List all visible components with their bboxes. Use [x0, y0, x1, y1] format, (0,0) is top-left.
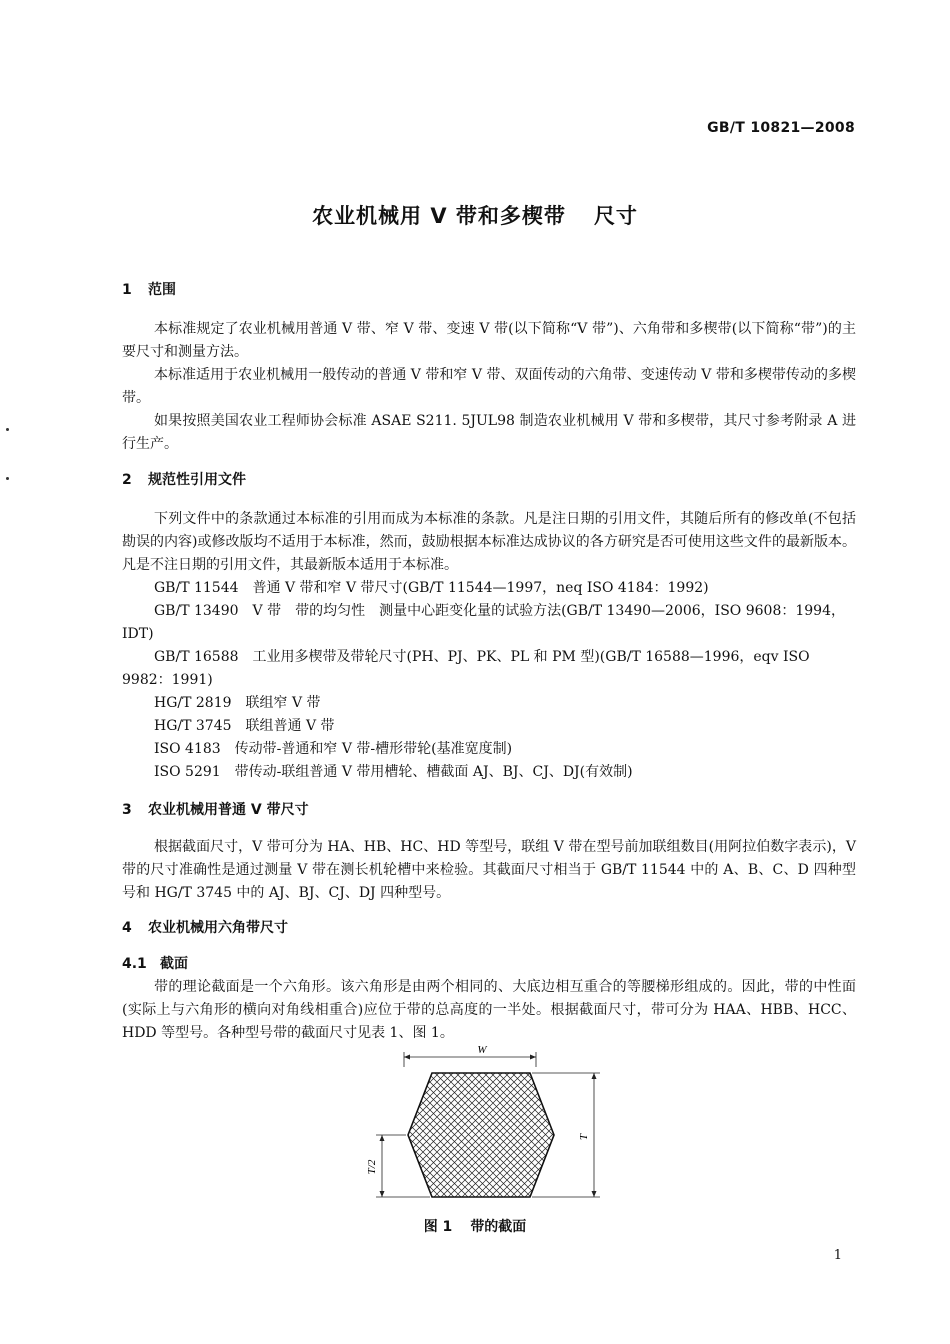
- belt-cross-section-figure: [360, 1040, 610, 1215]
- reference-item: ISO 5291 带传动-联组普通 V 带用槽轮、槽截面 AJ、BJ、CJ、DJ(有效制): [154, 764, 633, 780]
- t-label: T: [578, 1133, 590, 1141]
- scan-speck: [6, 428, 9, 431]
- section-3-paragraph-1: 根据截面尺寸，V 带可分为 HA、HB、HC、HD 等型号，联组 V 带在型号前加联组数目(用阿拉伯数字表示)，V 带的尺寸准确性是通过测量 V 带在测长机轮槽中来检验。其截面尺寸相当于 GB/T 11544 中的 A、B、C、D 四种型号和 HG/T 3745 中的 AJ、BJ、CJ、DJ 四种型号。: [122, 839, 856, 901]
- section-1-paragraph-3: 如果按照美国农业工程师协会标准 ASAE S211. 5JUL98 制造农业机械用 V 带和多楔带，其尺寸参考附录 A 进行生产。: [122, 413, 856, 452]
- figure-number: 图 1: [423, 1219, 453, 1235]
- figure-caption: [0, 1216, 950, 1236]
- title-main: 农业机械用 V 带和多楔带: [312, 204, 566, 228]
- page-number: 1: [833, 1248, 842, 1263]
- standard-code: GB/T 10821—2008: [707, 120, 855, 136]
- section-4-1-paragraph-1: 带的理论截面是一个六角形。该六角形是由两个相同的、大底边相互重合的等腰梯形组成的。因此，带的中性面(实际上与六角形的横向对角线相重合)应位于带的总高度的一半处。根据截面尺寸，带可分为 HAA、HBB、HCC、HDD 等型号。各种型号带的截面尺寸见表 1、图 1。: [122, 979, 856, 1041]
- section-2-heading: 2 规范性引用文件: [122, 472, 246, 488]
- reference-item: ISO 4183 传动带-普通和窄 V 带-槽形带轮(基准宽度制): [154, 741, 513, 757]
- section-1-paragraph-1: 本标准规定了农业机械用普通 V 带、窄 V 带、变速 V 带(以下简称“V 带”)、六角带和多楔带(以下简称“带”)的主要尺寸和测量方法。: [122, 321, 856, 360]
- reference-item: GB/T 16588 工业用多楔带及带轮尺寸(PH、PJ、PK、PL 和 PM 型)(GB/T 16588—1996，eqv ISO 9982：1991): [122, 649, 810, 688]
- reference-item: GB/T 11544 普通 V 带和窄 V 带尺寸(GB/T 11544—1997，neq ISO 4184：1992): [154, 580, 709, 596]
- scan-speck: [6, 477, 9, 480]
- section-4-1-heading: 4.1 截面: [122, 956, 188, 972]
- section-1-heading: 1 范围: [122, 282, 176, 298]
- t2-label: T/2: [366, 1159, 378, 1175]
- reference-item: GB/T 13490 V 带 带的均匀性 测量中心距变化量的试验方法(GB/T 13490—2006，ISO 9608：1994，IDT): [122, 603, 845, 642]
- hexagon-section: [408, 1073, 554, 1197]
- reference-item: HG/T 2819 联组窄 V 带: [154, 695, 321, 711]
- section-4-heading: 4 农业机械用六角带尺寸: [122, 920, 288, 936]
- section-1-paragraph-2: 本标准适用于农业机械用一般传动的普通 V 带和窄 V 带、双面传动的六角带、变速传动 V 带和多楔带传动的多楔带。: [122, 367, 856, 406]
- section-2-paragraph-1: 下列文件中的条款通过本标准的引用而成为本标准的条款。凡是注日期的引用文件，其随后所有的修改单(不包括勘误的内容)或修改版均不适用于本标准，然而，鼓励根据本标准达成协议的各方研究是否可使用这些文件的最新版本。凡是不注日期的引用文件，其最新版本适用于本标准。: [122, 511, 856, 573]
- section-3-heading: 3 农业机械用普通 V 带尺寸: [122, 802, 309, 818]
- reference-item: HG/T 3745 联组普通 V 带: [154, 718, 335, 734]
- document-title: [0, 200, 950, 230]
- w-label: W: [477, 1044, 487, 1056]
- title-sub: 尺寸: [593, 204, 638, 228]
- figure-title: 带的截面: [470, 1219, 527, 1235]
